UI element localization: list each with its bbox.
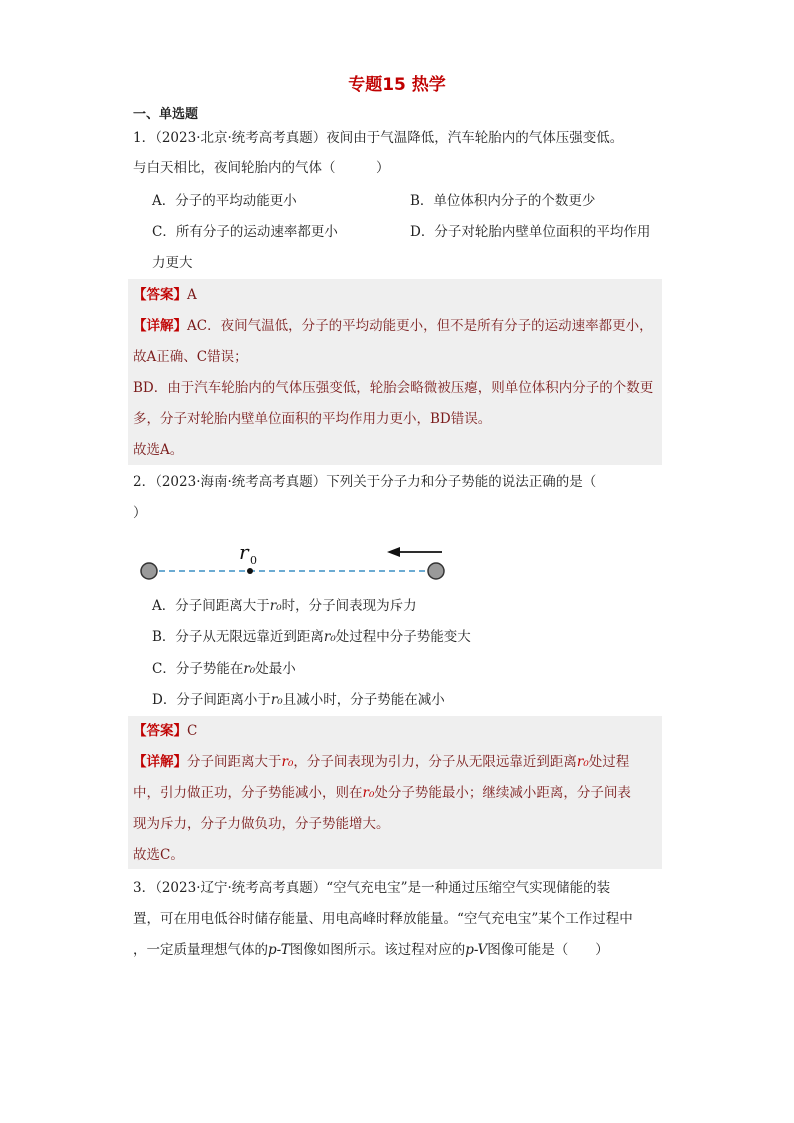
arrow-left-icon <box>387 547 400 557</box>
q2-stem-line1: 2．（2023·海南·统考高考真题）下列关于分子力和分子势能的说法正确的是（ <box>133 474 597 490</box>
detail-tag: 【详解】 <box>133 754 187 770</box>
r0-label: r <box>239 540 249 564</box>
q1-detail-line4: 多，分子对轮胎内壁单位面积的平均作用力更小，BD错误。 <box>133 411 492 427</box>
q2-detail-part: 分子间距离大于 <box>187 754 282 770</box>
q3-stem-part: ，一定质量理想气体的 <box>133 942 268 958</box>
q1-option-c: C．所有分子的运动速率都更小 <box>152 224 338 240</box>
q3-stem-line2: 置，可在用电低谷时储存能量、用电高峰时释放能量。“空气充电宝”某个工作过程中 <box>133 911 633 927</box>
q2-stem-line2: ） <box>133 505 147 521</box>
q3-stem-line1: 3．（2023·辽宁·统考高考真题）“空气充电宝”是一种通过压缩空气实现储能的装 <box>133 880 611 896</box>
q2-conclusion: 故选C。 <box>133 847 184 863</box>
q2-detail-line2 <box>133 783 631 803</box>
q1-stem-line1: 1．（2023·北京·统考高考真题）夜间由于气温降低，汽车轮胎内的气体压强变低。 <box>133 130 624 146</box>
q2-option-a-pre: A．分子间距离大于 <box>152 598 270 614</box>
r0-symbol: r₀ <box>243 661 256 677</box>
q2-option-c <box>152 659 296 679</box>
q1-answer <box>133 285 197 305</box>
q1-detail-line3: BD．由于汽车轮胎内的气体压强变低，轮胎会略微被压瘪，则单位体积内分子的个数更 <box>133 380 654 396</box>
q1-conclusion: 故选A。 <box>133 442 184 458</box>
r0-symbol: r₀ <box>270 692 283 708</box>
r0-symbol: r₀ <box>323 629 336 645</box>
molecule-left <box>141 563 157 579</box>
q1-option-d-cont: 力更大 <box>152 255 193 271</box>
q2-detail-part: 处分子势能最小；继续减小距离，分子间表 <box>374 785 631 801</box>
answer-value: A <box>187 287 197 303</box>
q2-detail-line3: 现为斥力，分子力做负功，分子势能增大。 <box>133 816 390 832</box>
r0-subscript: 0 <box>250 554 257 567</box>
answer-tag: 【答案】 <box>133 723 187 739</box>
pV-symbol: p-V <box>465 942 488 958</box>
q2-detail-part: 处过程 <box>588 754 630 770</box>
r0-point <box>247 568 253 574</box>
q2-option-d-post: 且减小时，分子势能在减小 <box>282 692 445 708</box>
r0-symbol: r₀ <box>281 754 294 770</box>
q2-answer <box>133 721 197 741</box>
q1-stem-line2: 与白天相比，夜间轮胎内的气体（ ） <box>133 160 390 176</box>
q3-stem-line3 <box>133 940 609 960</box>
answer-value: C <box>187 723 198 739</box>
page-title: 专题15 热学 <box>348 75 446 95</box>
molecule-right <box>428 563 444 579</box>
q2-detail-line1 <box>133 752 629 772</box>
q3-stem-part: 图像如图所示。该过程对应的 <box>289 942 466 958</box>
q1-detail-line1 <box>133 316 653 336</box>
q1-answer-box <box>128 279 662 465</box>
detail-tag: 【详解】 <box>133 318 187 334</box>
r0-symbol: r₀ <box>269 598 282 614</box>
q1-detail-line2: 故A正确、C错误； <box>133 349 248 365</box>
section-heading: 一、单选题 <box>133 107 199 122</box>
q2-option-a-post: 时，分子间表现为斥力 <box>281 598 417 614</box>
q2-option-a <box>152 596 417 616</box>
detail-text: AC．夜间气温低，分子的平均动能更小，但不是所有分子的运动速率都更小， <box>187 318 653 334</box>
q2-detail-part: ，分子间表现为引力，分子从无限远靠近到距离 <box>293 754 577 770</box>
r0-symbol: r₀ <box>576 754 589 770</box>
q2-option-d <box>152 690 445 710</box>
q1-option-d: D．分子对轮胎内壁单位面积的平均作用 <box>410 224 651 240</box>
q1-option-a: A．分子的平均动能更小 <box>152 193 297 209</box>
q2-option-d-pre: D．分子间距离小于 <box>152 692 271 708</box>
q2-option-b-pre: B．分子从无限远靠近到距离 <box>152 629 324 645</box>
q3-stem-part: 图像可能是（ ） <box>487 942 609 958</box>
molecule-figure <box>130 535 460 590</box>
q2-option-b-post: 处过程中分子势能变大 <box>335 629 471 645</box>
q2-option-b <box>152 627 471 647</box>
answer-tag: 【答案】 <box>133 287 187 303</box>
pT-symbol: p-T <box>268 942 290 958</box>
q1-option-b: B．单位体积内分子的个数更少 <box>410 193 596 209</box>
q2-detail-part: 中，引力做正功，分子势能减小，则在 <box>133 785 363 801</box>
r0-symbol: r₀ <box>362 785 375 801</box>
q2-option-c-pre: C．分子势能在 <box>152 661 244 677</box>
q2-option-c-post: 处最小 <box>255 661 296 677</box>
